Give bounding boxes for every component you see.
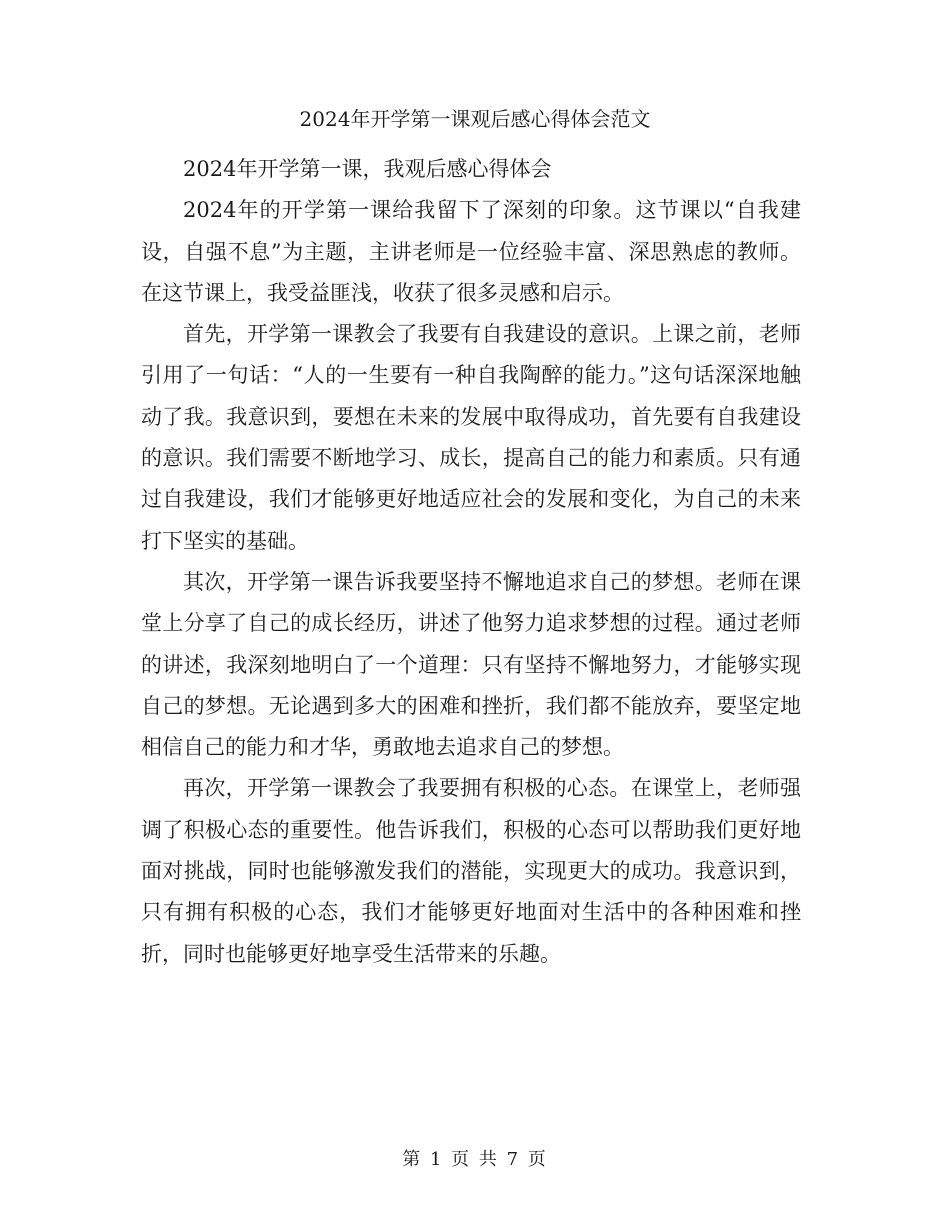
subtitle-paragraph: 2024年开学第一课，我观后感心得体会 — [183, 157, 552, 181]
intro-paragraph: 2024年的开学第一课给我留下了深刻的印象。这节课以“自我建设，自强不息”为主题，主讲老师是一位经验丰富、深思熟虑的教师。在这节课上，我受益匪浅，收获了很多灵感和启示。 — [141, 198, 801, 305]
document-body — [141, 149, 801, 975]
page-number-footer: 第 1 页 共 7 页 — [402, 1149, 548, 1170]
first-point-paragraph: 首先，开学第一课教会了我要有自我建设的意识。上课之前，老师引用了一句话：“人的一生要有一种自我陶醉的能力。”这句话深深地触动了我。我意识到，要想在未来的发展中取得成功，首先要有自我建设的意识。我们需要不断地学习、成长，提高自己的能力和素质。只有通过自我建设，我们才能够更好地适应社会的发展和变化，为自己的未来打下坚实的基础。 — [141, 322, 801, 553]
document-title: 2024年开学第一课观后感心得体会范文 — [299, 107, 651, 131]
second-point-paragraph: 其次，开学第一课告诉我要坚持不懈地追求自己的梦想。老师在课堂上分享了自己的成长经历，讲述了他努力追求梦想的过程。通过老师的讲述，我深刻地明白了一个道理：只有坚持不懈地努力，才能够实现自己的梦想。无论遇到多大的困难和挫折，我们都不能放弃，要坚定地相信自己的能力和才华，勇敢地去追求自己的梦想。 — [141, 569, 801, 760]
third-point-paragraph: 再次，开学第一课教会了我要拥有积极的心态。在课堂上，老师强调了积极心态的重要性。他告诉我们，积极的心态可以帮助我们更好地面对挑战，同时也能够激发我们的潜能，实现更大的成功。我意识到，只有拥有积极的心态，我们才能够更好地面对生活中的各种困难和挫折，同时也能够更好地享受生活带来的乐趣。 — [141, 776, 801, 966]
